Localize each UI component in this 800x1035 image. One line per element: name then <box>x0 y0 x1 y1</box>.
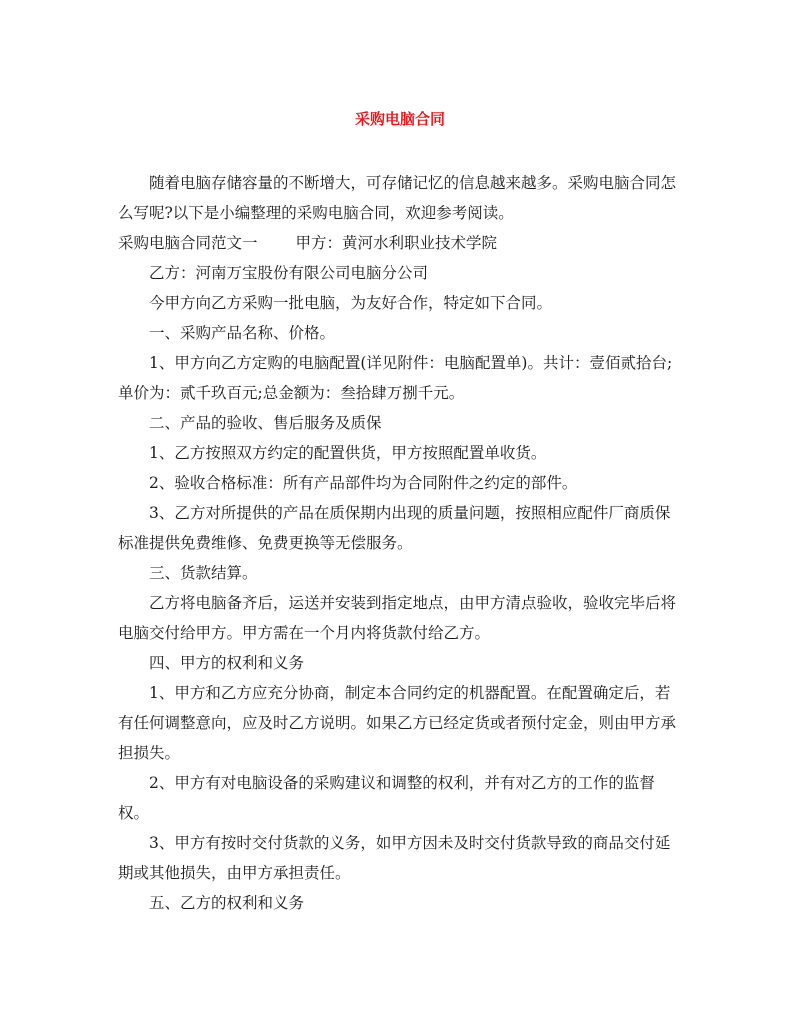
section-heading-3: 三、货款结算。 <box>149 564 258 582</box>
paragraph-sec3-1: 乙方将电脑备齐后，运送并安装到指定地点，由甲方清点验收，验收完毕后将电脑交付给甲方。甲方需在一个月内将货款付给乙方。 <box>118 594 677 642</box>
section-heading-1: 一、采购产品名称、价格。 <box>149 324 336 342</box>
paragraph-preamble: 今甲方向乙方采购一批电脑，为友好合作，特定如下合同。 <box>149 294 553 312</box>
section-heading-5: 五、乙方的权利和义务 <box>149 894 305 912</box>
paragraph-sec2-3: 3、乙方对所提供的产品在质保期内出现的质量问题，按照相应配件厂商质保标准提供免费维修、免费更换等无偿服务。 <box>118 504 671 552</box>
section-heading-2: 二、产品的验收、售后服务及质保 <box>149 414 382 432</box>
paragraph-sec4-1: 1、甲方和乙方应充分协商，制定本合同约定的机器配置。在配置确定后，若有任何调整意向，应及时乙方说明。如果乙方已经定货或者预付定金，则由甲方承担损失。 <box>118 684 677 762</box>
paragraph-party-b: 乙方：河南万宝股份有限公司电脑分公司 <box>149 264 429 282</box>
paragraph-sec4-2: 2、甲方有对电脑设备的采购建议和调整的权利，并有对乙方的工作的监督权。 <box>118 774 655 822</box>
paragraph-sec2-1: 1、乙方按照双方约定的配置供货，甲方按照配置单收货。 <box>149 444 547 462</box>
paragraph-sec2-2: 2、验收合格标准：所有产品部件均为合同附件之约定的部件。 <box>149 474 578 492</box>
paragraph-sec1-1: 1、甲方向乙方定购的电脑配置(详见附件：电脑配置单)。共计：壹佰贰拾台;单价为：贰千玖百元;总金额为：叁拾肆万捌千元。 <box>118 354 673 402</box>
paragraph-sample-heading-line <box>118 228 684 258</box>
paragraph-sec4-3: 3、甲方有按时交付货款的义务，如甲方因未及时交付货款导致的商品交付延期或其他损失，由甲方承担责任。 <box>118 834 671 882</box>
document-title: 采购电脑合同 <box>354 110 445 128</box>
sample-heading: 采购电脑合同范文一 <box>118 234 258 252</box>
document-body <box>118 168 684 918</box>
paragraph-intro: 随着电脑存储容量的不断增大，可存储记忆的信息越来越多。采购电脑合同怎么写呢?以下是小编整理的采购电脑合同，欢迎参考阅读。 <box>118 174 677 222</box>
section-heading-4: 四、甲方的权利和义务 <box>149 654 305 672</box>
party-a: 甲方：黄河水利职业技术学院 <box>295 234 498 252</box>
